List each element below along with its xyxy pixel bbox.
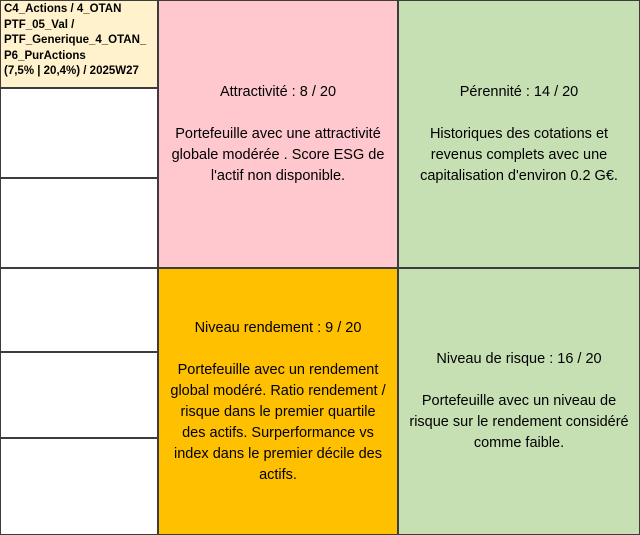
blank-cell-2[interactable]	[0, 178, 158, 268]
perennite-text: Historiques des cotations et revenus complets avec une capitalisation d'environ 0.2 G€.	[420, 125, 618, 184]
blank-cell-4[interactable]	[0, 352, 158, 438]
risque-cell[interactable]	[398, 268, 640, 535]
attractivite-text: Portefeuille avec une attractivité globale modérée . Score ESG de l'actif non disponible.	[171, 125, 385, 184]
attractivite-cell[interactable]	[158, 0, 398, 268]
risque-text: Portefeuille avec un niveau de risque sur le rendement considéré comme faible.	[409, 393, 629, 451]
risque-title: Niveau de risque : 16 / 20	[436, 351, 602, 367]
rendement-text: Portefeuille avec un rendement global modéré. Ratio rendement / risque dans le premier quartile des actifs. Surperformance vs index dans le premier décile des actifs.	[170, 361, 386, 483]
asset-label-cell[interactable]: C4_Actions / 4_OTAN PTF_05_Val / PTF_Generique_4_OTAN_ P6_PurActions (7,5% | 20,4%) / 2025W27	[0, 0, 158, 88]
rendement-cell[interactable]	[158, 268, 398, 535]
attractivite-title: Attractivité : 8 / 20	[219, 83, 337, 100]
blank-cell-1[interactable]	[0, 88, 158, 178]
rendement-title: Niveau rendement : 9 / 20	[194, 319, 362, 336]
perennite-title: Pérennité : 14 / 20	[459, 83, 579, 100]
perennite-cell[interactable]	[398, 0, 640, 268]
blank-cell-5[interactable]	[0, 438, 158, 535]
blank-cell-3[interactable]	[0, 268, 158, 352]
